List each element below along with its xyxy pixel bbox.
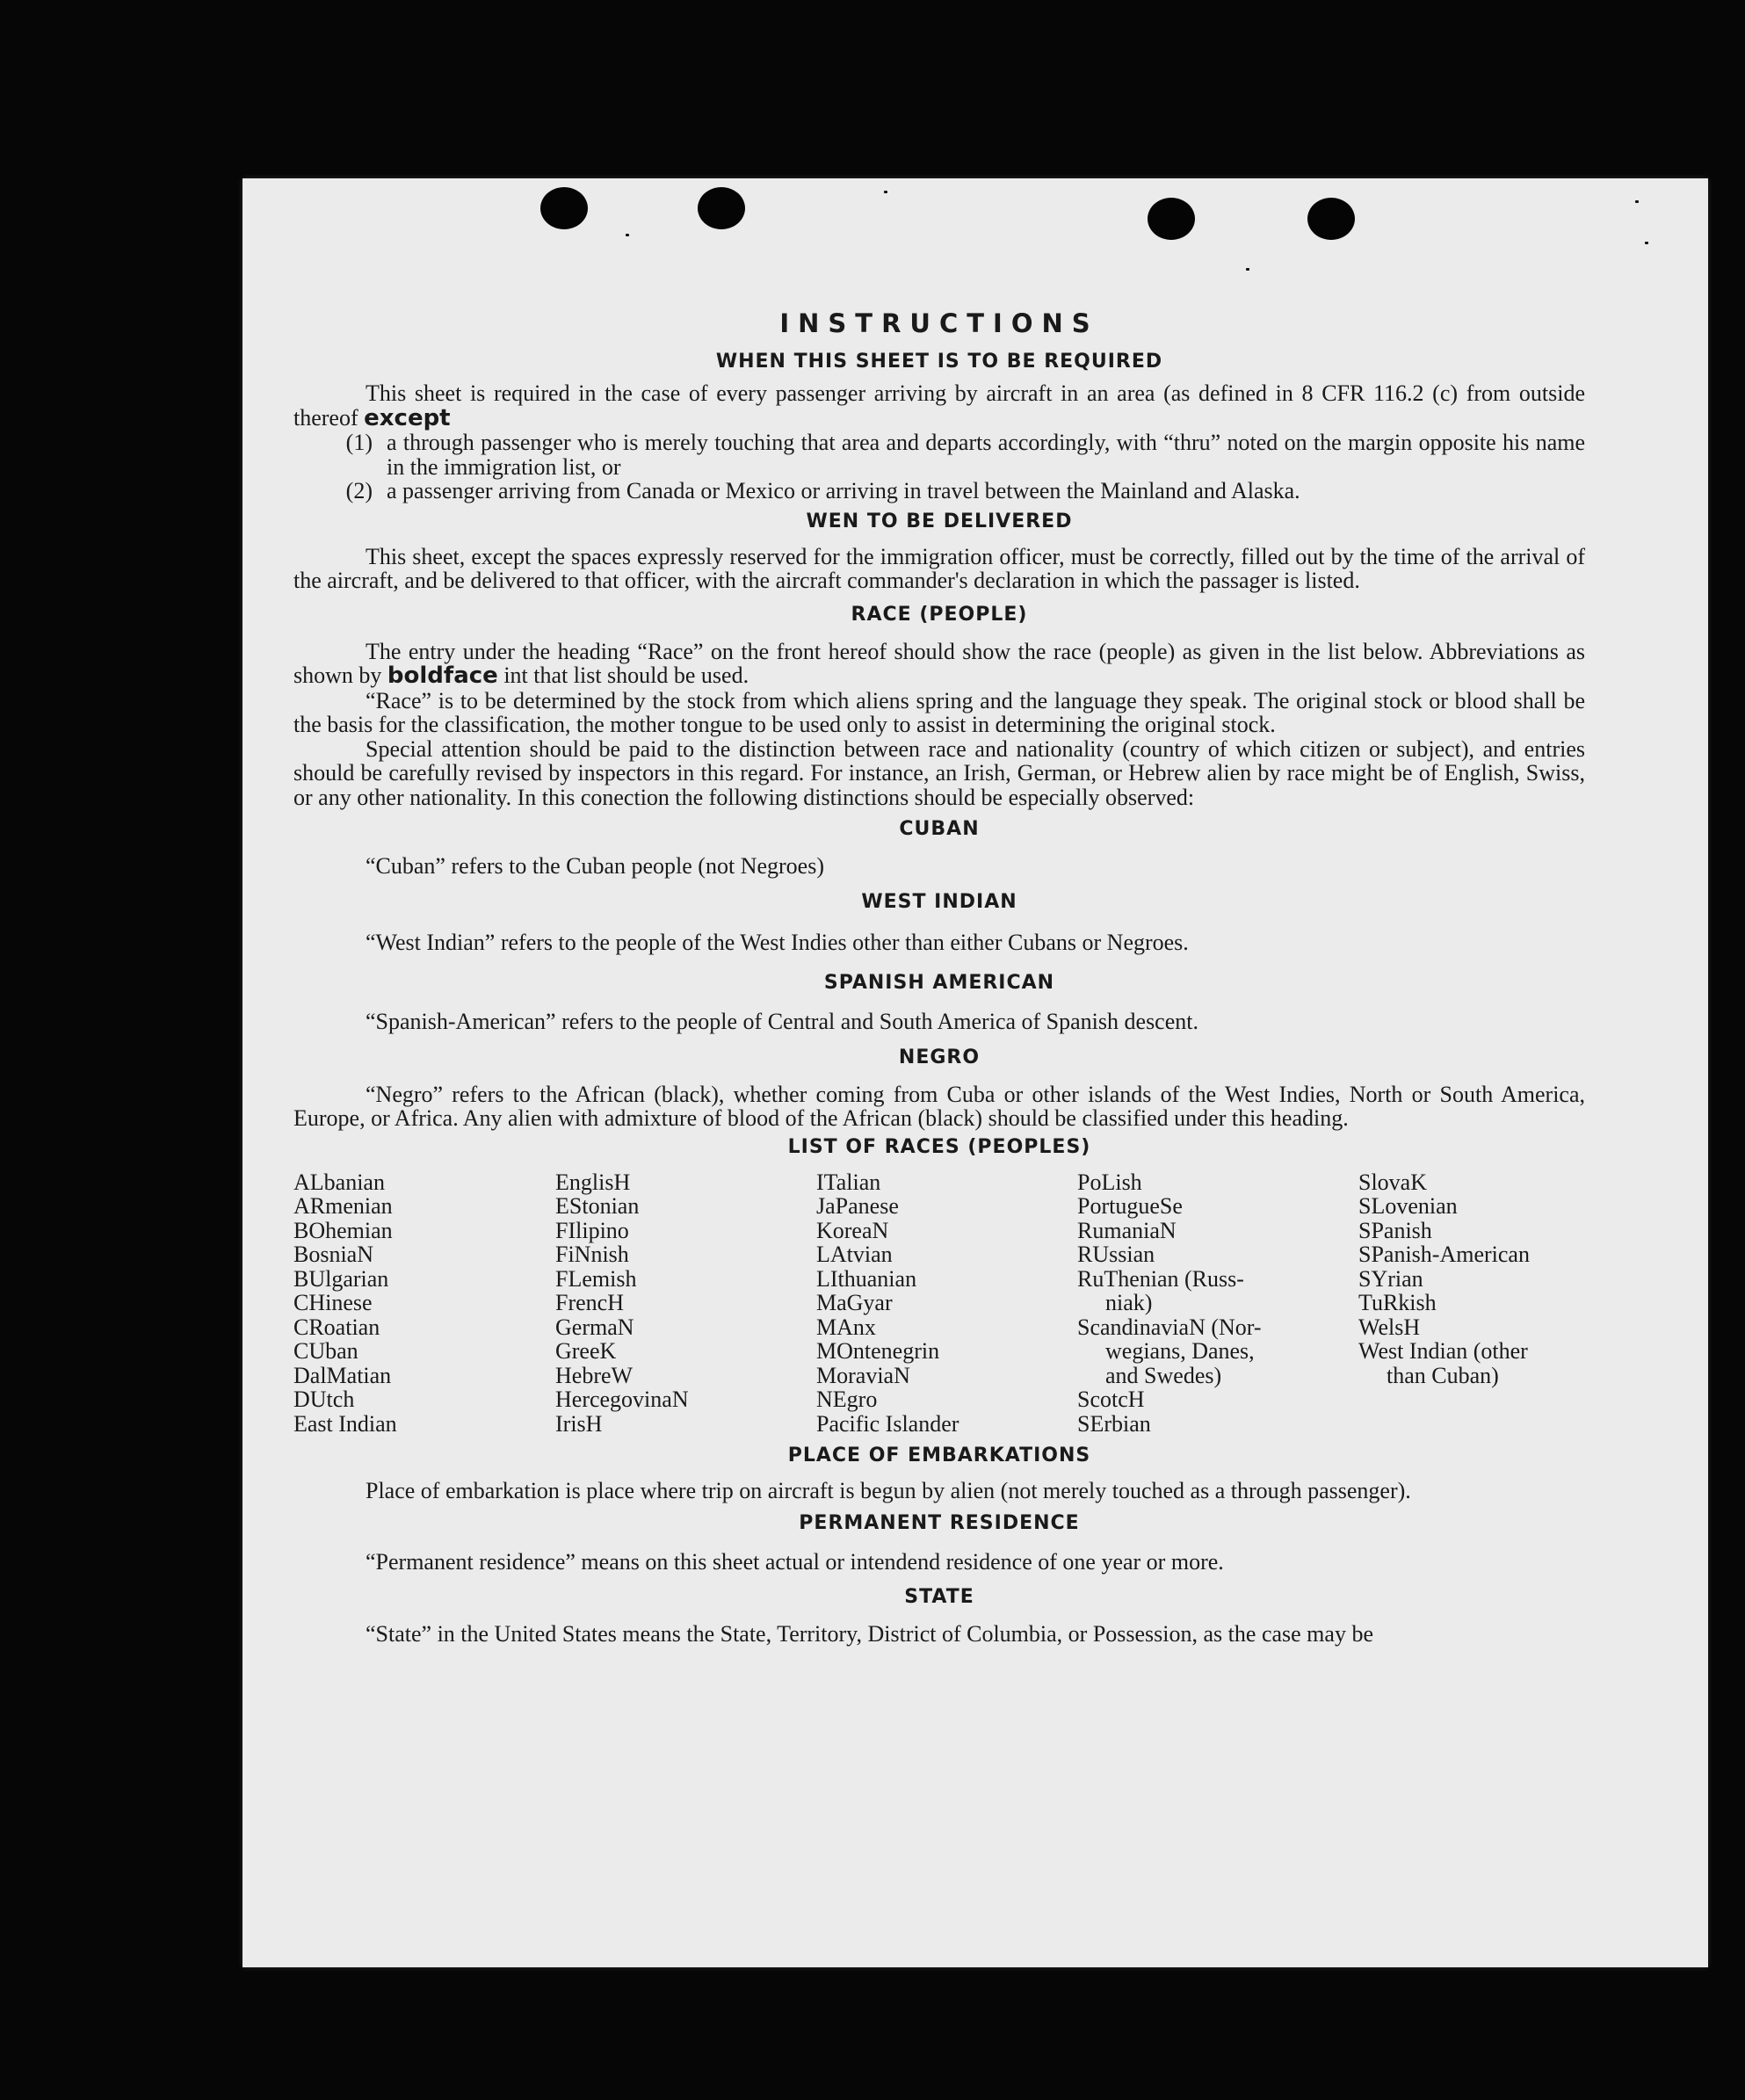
races-column bbox=[293, 1170, 555, 1437]
cuban-paragraph: “Cuban” refers to the Cuban people (not Negroes) bbox=[366, 853, 824, 879]
race-entry: JaPanese bbox=[816, 1193, 899, 1219]
race-entry: CRoatian bbox=[293, 1314, 380, 1340]
race-entry: ITalian bbox=[816, 1169, 881, 1195]
race-entry: RUssian bbox=[1077, 1242, 1155, 1267]
section-heading-west-indian: WEST INDIAN bbox=[861, 890, 1017, 913]
race-entry: West Indian (other bbox=[1358, 1338, 1528, 1364]
race-entry: ALbanian bbox=[293, 1169, 385, 1195]
page-title: INSTRUCTIONS bbox=[779, 308, 1099, 338]
punch-hole bbox=[1148, 198, 1195, 240]
race-entry: GermaN bbox=[555, 1314, 634, 1340]
section-heading-embarkation: PLACE OF EMBARKATIONS bbox=[787, 1445, 1091, 1466]
race-entry: ScotcH bbox=[1077, 1387, 1145, 1412]
west-indian-paragraph: “West Indian” refers to the people of the West Indies other than either Cubans or Negroes. bbox=[366, 929, 1189, 955]
spanish-american-paragraph: “Spanish-American” refers to the people of Central and South America of Spanish descent. bbox=[366, 1009, 1198, 1034]
speck bbox=[1246, 268, 1249, 271]
race-entry: BUlgarian bbox=[293, 1265, 389, 1292]
races-column bbox=[1077, 1170, 1358, 1437]
instructions-content bbox=[293, 308, 1585, 1647]
section-heading-race: RACE (PEOPLE) bbox=[851, 603, 1028, 626]
race-entry: ARmenian bbox=[293, 1193, 393, 1219]
race-entry: EnglisH bbox=[555, 1169, 631, 1195]
race-entry: FIlipino bbox=[555, 1217, 629, 1243]
race-entry: SPanish bbox=[1358, 1217, 1432, 1243]
race-entry: NEgro bbox=[816, 1387, 878, 1412]
punch-hole bbox=[698, 187, 745, 229]
race-entry: DUtch bbox=[293, 1387, 355, 1412]
section-heading-negro: NEGRO bbox=[898, 1046, 981, 1068]
race-entry: LAtvian bbox=[816, 1242, 893, 1267]
race-entry: HebreW bbox=[555, 1362, 634, 1388]
section-heading-list: LIST OF RACES (PEOPLES) bbox=[787, 1135, 1091, 1158]
race-entry: niak) bbox=[1105, 1290, 1153, 1315]
race-paragraph-1: The entry under the heading “Race” on the front hereof should show the race (people) as given in the list below. Abbreviations as shown by boldface int that list should be used. bbox=[293, 638, 1585, 689]
races-column bbox=[1358, 1170, 1585, 1437]
speck bbox=[626, 234, 629, 236]
race-entry: BOhemian bbox=[293, 1217, 393, 1243]
race-entry: RumaniaN bbox=[1077, 1217, 1177, 1243]
race-entry: RuThenian (Russ- bbox=[1077, 1265, 1244, 1292]
delivered-paragraph: This sheet, except the spaces expressly reserved for the immigration officer, must be correctly, filled out by the time of the arrival of the aircraft, and be delivered to that officer, with the aircraft commander's declaration in which the passager is listed. bbox=[293, 543, 1585, 593]
section-heading-when: WHEN THIS SHEET IS TO BE REQUIRED bbox=[715, 351, 1163, 373]
race-entry: DalMatian bbox=[293, 1362, 392, 1388]
list-item: (2) a passenger arriving from Canada or Mexico or arriving in travel between the Mainland and Alaska. bbox=[345, 478, 1300, 503]
section-heading-residence: PERMANENT RESIDENCE bbox=[799, 1511, 1080, 1534]
race-paragraph-3: Special attention should be paid to the distinction between race and nationality (country of which citizen or subject), and entries should be carefully revised by inspectors in this regard. For instance, an Irish, German, or Hebrew alien by race might be of English, Swiss, or any other nationality. In this conection the following distinctions should be especially observed: bbox=[293, 735, 1585, 810]
race-entry: HercegovinaN bbox=[555, 1387, 689, 1412]
boldface-word: boldface bbox=[387, 663, 498, 689]
state-paragraph: “State” in the United States means the State, Territory, District of Columbia, or Possession, as the case may be bbox=[366, 1621, 1373, 1647]
punch-hole bbox=[1307, 198, 1355, 240]
race-entry: MAnx bbox=[816, 1314, 876, 1340]
race-entry: ScandinaviaN (Nor- bbox=[1077, 1314, 1262, 1340]
races-column bbox=[816, 1170, 1077, 1437]
race-entry: SErbian bbox=[1077, 1410, 1151, 1437]
race-entry: Pacific Islander bbox=[816, 1410, 959, 1437]
race-entry: FrencH bbox=[555, 1290, 624, 1315]
residence-paragraph: “Permanent residence” means on this sheet actual or intendend residence of one year or more. bbox=[366, 1548, 1224, 1575]
race-entry: LIthuanian bbox=[816, 1265, 917, 1292]
section-heading-cuban: CUBAN bbox=[899, 818, 980, 840]
races-column bbox=[555, 1170, 816, 1437]
race-entry: East Indian bbox=[293, 1410, 397, 1437]
race-entry: IrisH bbox=[555, 1410, 603, 1437]
race-entry: KoreaN bbox=[816, 1217, 889, 1243]
race-entry: CHinese bbox=[293, 1290, 373, 1315]
race-entry: than Cuban) bbox=[1387, 1362, 1499, 1388]
punch-hole bbox=[540, 187, 588, 229]
speck bbox=[1635, 200, 1639, 203]
negro-paragraph: “Negro” refers to the African (black), whether coming from Cuba or other islands of the West Indies, North or South America, Europe, or Africa. Any alien with admixture of blood of the African (black) should be classified under this heading. bbox=[293, 1081, 1585, 1131]
races-list bbox=[293, 1170, 1585, 1437]
race-entry: FiNnish bbox=[555, 1242, 629, 1267]
race-paragraph-2: “Race” is to be determined by the stock from which aliens spring and the language they speak. The original stock or blood shall be the basis for the classification, the mother tongue to be used only to assist in determining the original stock. bbox=[293, 687, 1585, 737]
speck bbox=[1645, 242, 1648, 244]
race-entry: SPanish-American bbox=[1358, 1242, 1530, 1267]
race-entry: BosniaN bbox=[293, 1242, 373, 1267]
race-entry: SLovenian bbox=[1358, 1193, 1458, 1219]
list-item: (1) a through passenger who is merely touching that area and departs accordingly, with “thru” noted on the margin opposite his name in the immigration list, or bbox=[345, 430, 1585, 480]
race-entry: wegians, Danes, bbox=[1105, 1338, 1255, 1364]
race-entry: and Swedes) bbox=[1105, 1362, 1222, 1388]
section-heading-state: STATE bbox=[904, 1586, 974, 1608]
race-entry: SlovaK bbox=[1358, 1169, 1427, 1195]
race-entry: GreeK bbox=[555, 1338, 617, 1364]
speck bbox=[884, 191, 887, 193]
race-entry: SYrian bbox=[1358, 1265, 1423, 1292]
race-entry: PoLish bbox=[1077, 1169, 1142, 1195]
race-entry: EStonian bbox=[555, 1193, 640, 1219]
race-entry: FLemish bbox=[555, 1265, 637, 1292]
race-entry: TuRkish bbox=[1358, 1290, 1437, 1315]
race-entry: CUban bbox=[293, 1338, 358, 1364]
race-entry: WelsH bbox=[1358, 1314, 1421, 1340]
document-page bbox=[243, 178, 1708, 1967]
race-entry: MaGyar bbox=[816, 1290, 893, 1315]
when-paragraph: This sheet is required in the case of every passenger arriving by aircraft in an area (as defined in 8 CFR 116.2 (c) from outside thereof except bbox=[293, 380, 1585, 431]
except-bold: except bbox=[364, 404, 451, 431]
race-entry: MoraviaN bbox=[816, 1362, 910, 1388]
embarkation-paragraph: Place of embarkation is place where trip on aircraft is begun by alien (not merely touched as a through passenger). bbox=[366, 1478, 1411, 1503]
race-entry: MOntenegrin bbox=[816, 1338, 940, 1364]
race-entry: PortugueSe bbox=[1077, 1193, 1183, 1219]
section-heading-delivered: WEN TO BE DELIVERED bbox=[806, 510, 1073, 532]
section-heading-spanish-american: SPANISH AMERICAN bbox=[823, 972, 1055, 994]
